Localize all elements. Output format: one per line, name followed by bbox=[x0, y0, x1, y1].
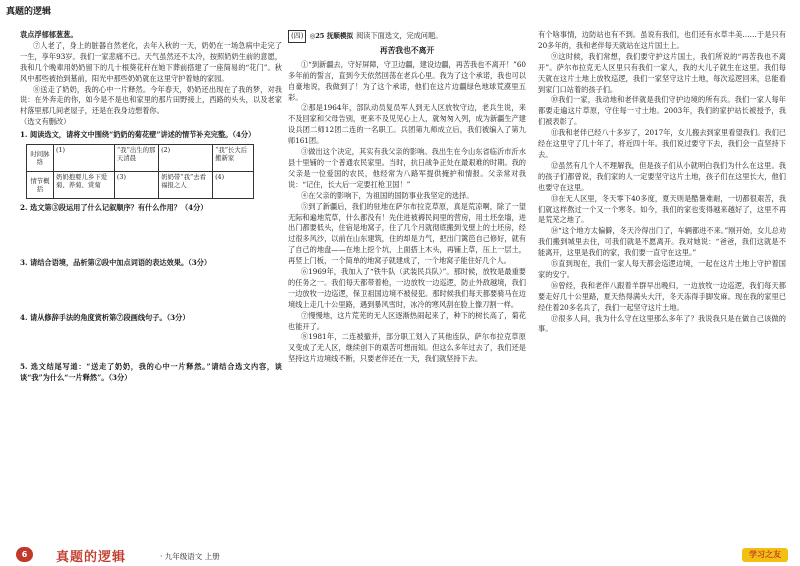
paragraph: ④在父亲的影响下，为祖国的国防事业我坚定的选择。 bbox=[300, 190, 474, 200]
question-4: 4. 请从修辞手法的角度赏析第⑦段画线句子。（3分） bbox=[20, 312, 190, 322]
question-5: 5. 选文结尾写道：“送走了奶奶，我的心中一片释然。”请结合选文内容，谈谈“我”为什么“一片释然”。（3分） bbox=[20, 361, 282, 382]
paragraph: ⑥1969年，我加入了“铁牛队（武装民兵队）”。那时候，放牧是最重要的任务之一。我们每天都带着枪，一边放牧一边巡逻，防止外敌越境，我们一边放牧一边巡逻，保卫祖国边境不被侵犯。那时候我们每天都要骑马在边境线上走几十公里路，遇到暴风雪时，冰冷的寒风刮在脸上像刀割一样。 bbox=[288, 267, 526, 309]
paragraph: ⑦人老了，身上的脏器自然老化，去年入秋的一天，奶奶在一场急病中走完了一生，享年93岁。我们一家悲痛不已。天气虽然还不太冷，按照奶奶生前的意愿，我和几个晚辈用奶奶留下的几十根葵花秆在她下葬前搭建了一座简易的“花门”。秋风中那些被抬到墓前，阳光中那些奶奶就在这里守护着她的家园。 bbox=[20, 40, 282, 83]
answer-space[interactable] bbox=[20, 214, 282, 256]
section-instruction: 阅读下面选文，完成问题。 bbox=[356, 31, 443, 40]
answer-space[interactable] bbox=[20, 324, 282, 360]
paragraph: ⑩我们一家，我动地和老伴就是我们守护边境的所有兵。我们一家人每年都要走遍这片草原，守住每一寸土地。2003年，我们的家护站长被授予，我们被表彰了。 bbox=[538, 95, 786, 127]
paragraph: ⑭“这个地方太偏僻，冬天冷得出门了，车辆都进不来。”刚开始，女儿总劝我们搬到城里去住，可我们就是不愿离开。我对她说：“爸爸，我们这就是不能离开，这里是我们的家，我们要一直守在这里。” bbox=[538, 226, 786, 258]
paragraph: 有个啥事情，边防站也有不到。虽说有我们，也们还有水草丰美……于是只有20多年的，我和老伴每天就站在这片国土上。 bbox=[538, 30, 786, 50]
question-1: 1. 阅读选文，请将文中围绕“奶奶的菊花壁”讲述的情节补充完整。（4分） bbox=[20, 130, 256, 140]
paragraph: ①“到新疆去，守好屏障，守卫边疆，建设边疆，再苦我也不离开！”60多年前的誓言，直到今天依然回荡在老兵心里。我为了这个承诺，我也可以自豪地说，我做到了！为了这个承诺，他们在这片边疆绿色地球荒漠里五彩。 bbox=[288, 59, 526, 102]
table-row-head: 时间脉络 bbox=[27, 145, 54, 172]
left-column bbox=[20, 30, 282, 384]
paragraph: ⑯曾经，我和老伴八跟着羊群早出晚归，一边放牧一边巡逻，我们每天都要走好几十公里路，夏天热得满头大汗，冬天冻得手脚发麻。现在我的家里已经住着20多名兵了，我们一起坚守这片土地。 bbox=[538, 280, 786, 312]
table-cell: (4) bbox=[213, 172, 254, 199]
paragraph: ⑪我和老伴已经八十多岁了，2017年，女儿搬去到家里看望我们。我们已经在这里守了几十年了，将近四十年。我们说过要守下去，我们会一直坚持下去。 bbox=[538, 128, 786, 159]
paragraph: ②那是1964年，部队动员复员军人到无人区放牧守边，老兵生说，来不及回家和父母告别，更来不及见见心上人，就匆匆入列，成为新疆生产建设兵团二师12团二连的一名职工。兵团第九师成立后，我们被编入了第九师161团。 bbox=[288, 103, 526, 146]
table-cell: (3) bbox=[114, 172, 158, 199]
paragraph: ⑦慢慢地，这片荒芜的无人区逐渐热闹起来了，种下的树长高了，菊花也能开了。 bbox=[288, 310, 526, 331]
plot-table bbox=[26, 144, 254, 199]
paragraph: ⑨这时候，我们常想，我们要守护这片国土，我们所说的“再苦我也不离开”。萨尔布拉克无人区里只有我们一家人，我的大儿子就生在这里。我们每天就在这片土地上放牧巡逻，我们一家坚守这片土地，每次巡逻回来，总能看到家门口站着的孩子们。 bbox=[538, 51, 786, 94]
page-header-title: 真题的逻辑 bbox=[6, 7, 52, 17]
paragraph: ③做出这个决定，其实有我父亲的影响。我出生在今山东省临沂市沂水县十里铺的一个普通农民家里。当时，抗日战争正处在最艰难的时期。我的父亲是一位爱国的农民，他经常为八路军提供掩护和情报。父亲常对我说：“记住，长大后一定要扛枪卫国！” bbox=[288, 147, 526, 189]
table-cell: “我”长大后搬新家 bbox=[213, 145, 254, 172]
paragraph: ⑤到了新疆后，我们的驻地在萨尔布拉克草原，真是荒凉啊，除了一望无际和遍地荒草，什么都没有！先住进被褥民间里的营房，用土坯垒墙，进出门都要低头，住宿是地窝子，住了几个月就彻底搬到戈壁上的土坯房，经过很多风沙，以前在山东建筑，住的却是力气，把出门篱笆自己修好，就有了自己的地盘——在地上挖个坑，上面搭上木头，再铺上草，压上一层土，再竖上门板，一个简单的地窝子就建成了，一个地窝子能住好几个人。 bbox=[288, 201, 526, 266]
middle-column bbox=[288, 30, 526, 365]
paragraph: ⑫虽然有几个人不理解我，但是孩子们从小就明白我们为什么在这里。我的孩子们都曾说，我们家的人一定要坚守这片土地，孩子们在这里长大，他们也要守在这里。 bbox=[538, 160, 786, 192]
book-subtitle: · 九年级语文 上册 bbox=[160, 552, 220, 561]
question-2: 2. 选文第③段运用了什么记叙顺序？有什么作用？（4分） bbox=[20, 203, 208, 213]
paragraph: ⑰很多人问，我为什么守在这里那么多年了？我说我只是在做自己该做的事。 bbox=[538, 313, 786, 334]
table-cell: 奶奶带“我”去看福报之人 bbox=[159, 172, 213, 199]
question-3: 3. 请结合语境，品析第②段中加点词语的表达效果。（3分） bbox=[20, 257, 212, 267]
table-cell: “我”出生的那天清晨 bbox=[114, 145, 158, 172]
section-number: (四) bbox=[288, 30, 306, 43]
publisher-logo: 学习之友 bbox=[742, 548, 788, 562]
paragraph: ⑮直到现在，我们一家人每天都会巡逻边境，一起在这片土地上守护着国家的安宁。 bbox=[538, 259, 786, 279]
page-number: 6 bbox=[16, 547, 33, 562]
table-cell: (1) bbox=[54, 145, 115, 172]
table-row-head: 情节概括 bbox=[27, 172, 54, 199]
answer-space[interactable] bbox=[20, 269, 282, 311]
book-title: 真题的逻辑 bbox=[56, 550, 127, 565]
source-note: （选文有删改） bbox=[20, 117, 71, 127]
section-heading bbox=[288, 30, 526, 43]
table-row bbox=[27, 145, 254, 172]
right-column bbox=[538, 30, 786, 335]
paragraph: ⑬在无人区里，冬天零下40多度，夏天则是酷暑难耐，一切都很艰苦，我们就这样熬过一个又一个寒冬。如今，我们的家也变得越来越好了，这里不再是荒芜之地了。 bbox=[538, 193, 786, 225]
section-tag: ◎25 抚顺模拟 bbox=[309, 32, 354, 40]
article-title: 再苦我也不离开 bbox=[379, 45, 435, 55]
table-cell: (2) bbox=[159, 145, 213, 172]
paragraph: ⑧1981年，二连被撤并，部分职工划入了其他连队，萨尔布拉克草原又变成了无人区，继续创下的艰苦可想而知。但这么多年过去了，我们还是坚持这片边境线不断，只要老伴还在一天，我们就坚持下去。 bbox=[288, 332, 526, 364]
table-row bbox=[27, 172, 254, 199]
paragraph: ⑧送走了奶奶，我的心中一片释然。今年春天，奶奶还出现在了我的梦，对我说：在外奔走的你，如今是不是也和家里的那片田野接上，西路的头头，以及老家村落里那几间老屋子，还是在我身边想着你。 bbox=[20, 84, 282, 116]
paragraph: 袁点浮郁郁葱葱。 bbox=[20, 30, 78, 39]
table-cell: 奶奶抱婴儿乡下爱菊、养菊、赏菊 bbox=[54, 172, 115, 199]
